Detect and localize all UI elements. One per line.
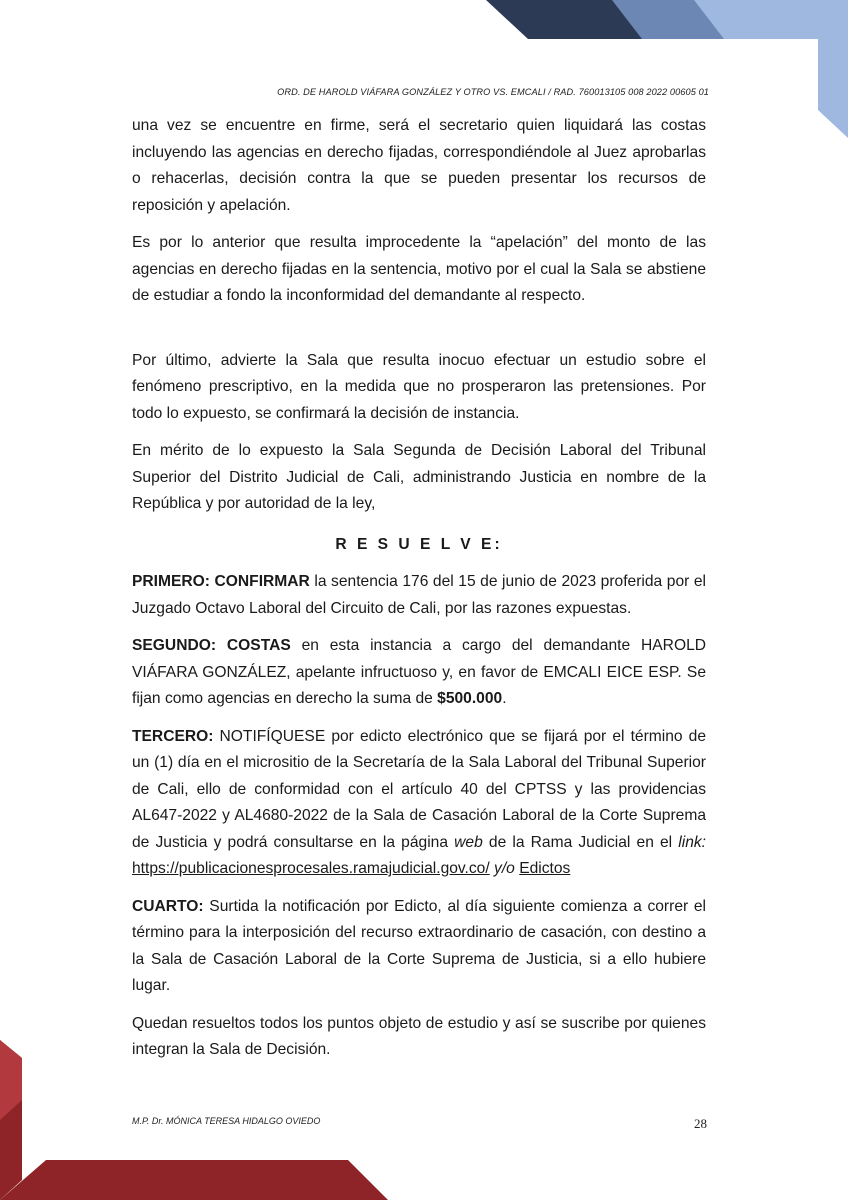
cuarto-text: Surtida la notificación por Edicto, al día siguiente comienza a correr el término para la interposición del recurso extraordinario de casación, con destino a la Sala de Casación Laboral de la Corte Suprema de Justicia, si a ello hubiere lugar. — [132, 897, 706, 994]
document-body — [132, 113, 706, 1064]
tercero-text1: NOTIFÍQUESE por edicto electrónico que se fijará por el término de un (1) día en el micrositio de la Secretaría de la Sala Laboral del Tribunal Superior de Cali, ello de conformidad con el artículo 40 del CPTSS y las providencias AL647-2022 y AL4680-2022 de la Sala de Casación Laboral de la Corte Suprema de Justicia y podrá consultarse en la página — [132, 727, 706, 851]
paragraph-closing: Quedan resueltos todos los puntos objeto de estudio y así se suscribe por quienes integran la Sala de Decisión. — [132, 1014, 706, 1058]
resolutivo-primero: PRIMERO: CONFIRMAR la sentencia 176 del 15 de junio de 2023 proferida por el Juzgado Octavo Laboral del Circuito de Cali, por las razones expuestas. — [132, 573, 706, 617]
paragraph-costas: una vez se encuentre en firme, será el secretario quien liquidará las costas incluyendo las agencias en derecho fijadas, correspondiéndole al Juez aprobarlas o rehacerlas, decisión contra la que se pueden presentar los recursos de reposición y apelación. — [132, 117, 706, 214]
cuarto-label: CUARTO: — [132, 897, 204, 915]
tercero-link-word: link: — [678, 833, 706, 851]
edictos-link[interactable]: Edictos — [519, 860, 571, 877]
paragraph-apelacion: Es por lo anterior que resulta improcedente la “apelación” del monto de las agencias en derecho fijadas en la sentencia, motivo por el cual la Sala se abstiene de estudiar a fondo la inconformidad del demandante al respecto. — [132, 234, 706, 304]
tercero-yo: y/o — [494, 860, 515, 877]
primero-text: la sentencia 176 del 15 de junio de 2023 proferida por el Juzgado Octavo Laboral del Circuito de Cali, por las razones expuestas. — [132, 573, 706, 617]
resuelve-heading: R E S U E L V E: — [335, 535, 503, 553]
footer-magistrate: M.P. Dr. MÓNICA TERESA HIDALGO OVIEDO — [132, 1116, 321, 1126]
publicaciones-link[interactable]: https://publicacionesprocesales.ramajudicial.gov.co/ — [132, 860, 490, 877]
tercero-label: TERCERO: — [132, 727, 214, 745]
deco-left-dark-red — [0, 1040, 22, 1200]
running-header: ORD. DE HAROLD VIÁFARA GONZÁLEZ Y OTRO VS. EMCALI / RAD. 760013105 008 2022 00605 01 — [277, 87, 709, 97]
segundo-text: en esta instancia a cargo del demandante HAROLD VIÁFARA GONZÁLEZ, apelante infructuoso y, en favor de EMCALI EICE ESP. Se fijan como agencias en derecho la suma de — [132, 637, 707, 707]
deco-light-band — [694, 0, 848, 138]
resolutivo-segundo: SEGUNDO: COSTAS en esta instancia a cargo del demandante HAROLD VIÁFARA GONZÁLEZ, apelante infructuoso y, en favor de EMCALI EICE ESP. Se fijan como agencias en derecho la suma de $500.000. — [132, 637, 707, 707]
deco-bottom-red — [0, 1160, 388, 1200]
segundo-amount: $500.000 — [437, 690, 503, 707]
paragraph-merito: En mérito de lo expuesto la Sala Segunda de Decisión Laboral del Tribunal Superior del Distrito Judicial de Cali, administrando Justicia en nombre de la República y por autoridad de la ley, — [132, 442, 706, 512]
resolutivo-tercero — [132, 724, 706, 883]
page-number: 28 — [694, 1116, 707, 1131]
tercero-text2: de la Rama Judicial en el — [482, 833, 679, 851]
resolutivo-cuarto — [132, 894, 706, 1000]
primero-label: PRIMERO — [132, 573, 205, 590]
segundo-action: COSTAS — [226, 637, 291, 654]
primero-action: CONFIRMAR — [214, 573, 310, 590]
segundo-label: SEGUNDO — [132, 637, 211, 654]
tercero-web: web — [454, 833, 483, 851]
paragraph-prescripcion: Por último, advierte la Sala que resulta inocuo efectuar un estudio sobre el fenómeno prescriptivo, en la medida que no prosperaron las pretensiones. Por todo lo expuesto, se confirmará la decisión de instancia. — [132, 351, 706, 422]
deco-left-red — [0, 1040, 22, 1120]
